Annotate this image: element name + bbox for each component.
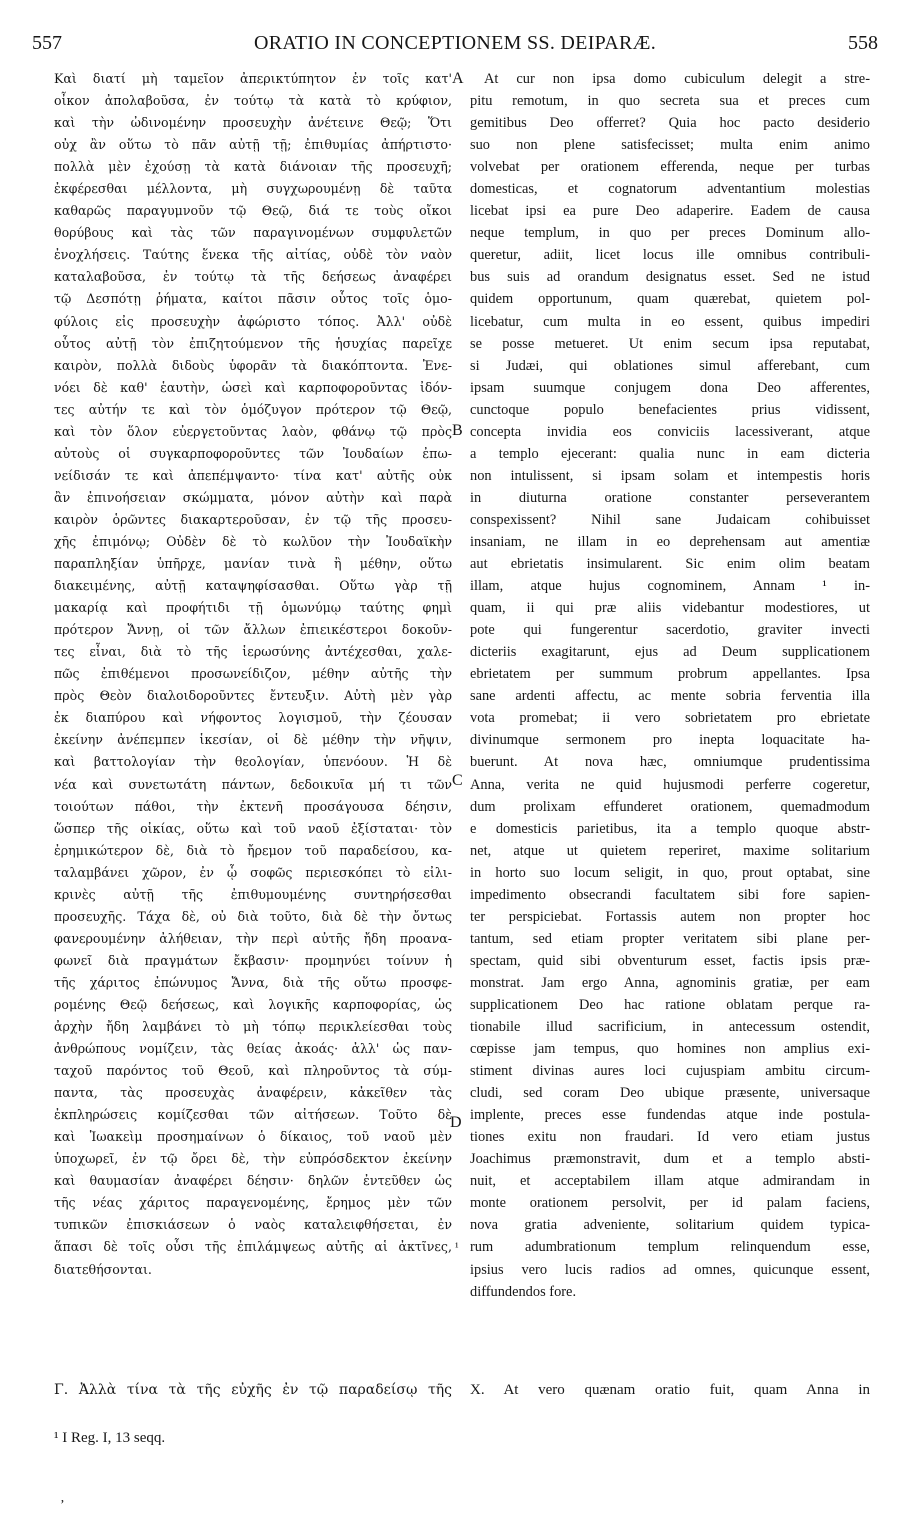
greek-column (54, 68, 452, 1281)
latin-text-line: ipsius vero lucis radios ad omnes, quicunque essent, (470, 1261, 870, 1278)
greek-text-line: καὶ Ἰωακεὶμ προσημαίνων ὁ δίκαιος, τοῦ ναοῦ μὲν (54, 1129, 452, 1145)
latin-text-line: quidem opportunum, quam quærebat, quietem pol- (470, 291, 870, 308)
latin-text-line: At cur non ipsa domo cubiculum delegit a stre- (484, 71, 870, 87)
latin-text-line: nuit, et acceptabilem illam atque admirandam in (470, 1173, 870, 1190)
greek-text-line: ἐρημικώτερον δὲ, διὰ τὸ ἤρεμον τοῦ παραδείσου, κα- (54, 842, 452, 858)
latin-text-line: e domesticis parietibus, ita a templo quoque abstr- (470, 820, 870, 837)
greek-text-line: πολλὰ μὲν ἐχούσῃ τὰ κατὰ διάνοιαν τῆς προσευχῆ; (54, 159, 452, 175)
greek-text-line: αὐτοὺς οἱ συγκαρποφοροῦντες τῶν Ἰουδαίων ἐπω- (54, 445, 452, 461)
greek-text-line: μακαρίᾳ καὶ προφήτιδι τῇ ὁμωνύμῳ ταύτης φημὶ (54, 600, 452, 616)
latin-text-line: quam, ii qui præ aliis videbantur modestiores, ut (470, 600, 870, 617)
latin-text-line: illam, atque hujus cognominem, Annam ¹ in- (470, 578, 870, 595)
greek-text-line: φωνεῖ διὰ πραγμάτων ἔκβασιν· προμηνύει τοίνυν ἡ (54, 952, 452, 968)
latin-text-line: non intulissent, si ipsam solam et intempestis horis (470, 467, 870, 484)
latin-text-line: tiones exitu non fraudari. Id vero etiam justus (470, 1129, 870, 1146)
greek-text-line: παραπληξίαν ὑπῆρχε, μανίαν τινὰ ἢ μέθην, οὕτω (54, 556, 452, 572)
latin-text-line: concepta invidia eos conviciis lacessiverant, atque (470, 423, 870, 440)
greek-text-line: θορύβους καὶ τὰς τῶν παραγινομένων συμφυλετῶν (54, 225, 452, 241)
latin-text-line: vota promebat; ii vero sobrietatem pro ebrietate (470, 710, 870, 727)
latin-text-line: net, atque ut quietem reperiret, maxime solitarium (470, 842, 870, 859)
latin-text-line: ipsam suumque conjugem dona Deo afferentes, (470, 379, 870, 396)
latin-text-line: spectam, quid sibi obventurum esset, factis ipsis præ- (470, 952, 870, 969)
latin-text-line: queretur, adiit, licet locus ille omnibus contribuli- (470, 247, 870, 264)
latin-text-line: pote qui fungerentur sacerdotio, graviter invecti (470, 622, 870, 639)
footnote: ¹ I Reg. I, 13 seqq. (54, 1430, 166, 1446)
greek-text-line: καιρὸν ὁρῶντες διακαρτεροῦσαν, ἐν τῷ τῆς προσευ- (54, 511, 452, 527)
greek-text-line: ἀρχὴν ἤδη λαμβάνει τὸ μὴ τόπῳ περικλείεσθαι τοὺς (54, 1019, 452, 1035)
latin-section-heading: X. At vero quænam oratio fuit, quam Anna in (470, 1382, 870, 1398)
latin-text-line: buerunt. At nova hæc, omniumque prudentissima (470, 754, 870, 771)
greek-text-line: ἐκπληρώσεις κομίζεσθαι τῶν αἰτήσεων. Τοῦτο δὲ (54, 1107, 452, 1123)
latin-text-line: dicteriis exagitarunt, ejus ad Deum supplicationem (470, 644, 870, 661)
latin-text-line: cunctoque populo benefacientes prius vidissent, (470, 401, 870, 418)
greek-text-line: ταχοῦ παρόντος τοῦ Θεοῦ, καὶ πληροῦντος τὰ σύμ- (54, 1063, 452, 1079)
greek-text-line: καὶ βαττολογίαν τὴν θεολογίαν, ὑπενόουν. Ἡ δὲ (54, 754, 452, 770)
greek-text-line: διακειμένης, αὐτῇ καταψηφίσασθαι. Οὕτω γὰρ τῇ (54, 578, 452, 594)
latin-text-line: a templo ejecerant: qualia nunc in eam dicteria (470, 445, 870, 462)
greek-text-line: τῷ Δεσπότῃ ῥήματα, καίτοι πᾶσιν οὗτος τοῖς ὁμο- (54, 291, 452, 307)
latin-text-line: Anna, verita ne quid hujusmodi perferre cogeretur, (470, 776, 870, 793)
greek-text-line: νέα καὶ συνετωτάτη πάντων, δεδοικυῖα μή τι τῶν (54, 776, 452, 792)
latin-text-line: ter perspiciebat. Fortassis autem non propter hoc (470, 908, 870, 925)
latin-text-line: pitu remotum, in quo secreta sua et preces cum (470, 93, 870, 110)
greek-text-line: ἐνοχλήσεις. Ταύτης ἕνεκα τῆς αἰτίας, οὐδὲ τὸν ναὸν (54, 247, 452, 263)
greek-text-line: Καὶ διατί μὴ ταμεῖον ἀπερικτύπητον ἐν τοῖς κατ' (54, 71, 452, 86)
latin-text-line: dum prolixam effunderet orationem, quemadmodum (470, 798, 870, 815)
latin-text-line: sane ardenti affectu, ac mente sobria ferventia illa (470, 688, 870, 705)
latin-text-line: si Judæi, qui oblationes simul afferebant, cum (470, 357, 870, 374)
running-title: ORATIO IN CONCEPTIONEM SS. DEIPARÆ. (253, 32, 657, 54)
greek-text-line: τες εἶναι, διὰ τὸ τῆς ἱερωσύνης ἀντέχεσθαι, χαλε- (54, 644, 452, 660)
latin-text-line: bus suis ad orandum designatus esset. Sed ne istud (470, 269, 870, 286)
margin-marker-a: A (452, 70, 464, 87)
latin-text-line: licebatur, cum multa in eo essent, quibus impediri (470, 313, 870, 330)
margin-marker-d: D (450, 1114, 462, 1131)
greek-text-line: ὑποχωρεῖ, ἐν τῷ ὄρει δὲ, τὴν εὐπρόσδεκτον ἐκείνην (54, 1151, 452, 1167)
greek-text-line: οὗτος αὐτῇ τὸν ἐπιζητούμενον τῆς ἡσυχίας παρεῖχε (54, 335, 452, 351)
margin-marker-c: C (452, 772, 463, 789)
latin-text-line: se posse metueret. Ut enim secum ipsa reputabat, (470, 335, 870, 352)
greek-text-line: ὥσπερ τῆς οἰκίας, οὕτω καὶ τοῦ ναοῦ ἐξίσταται· τὸν (54, 820, 452, 836)
latin-text-line: aut ebrietatis insimularent. Sic enim olim beatam (470, 556, 870, 573)
latin-text-line: insaniam, ne illam in eo deprehensam aut amentiæ (470, 533, 870, 550)
greek-text-line: καὶ θαυμασίαν ἀναφέρει δέησιν· δηλῶν ἐντεῦθεν ὡς (54, 1173, 452, 1189)
latin-text-line: suo non plene satisfecisset; multa enim animo (470, 137, 870, 154)
stray-mark: ʼ (60, 1498, 65, 1513)
greek-text-line: διατεθήσονται. (54, 1261, 152, 1277)
latin-text-line: impedimento obsecrandi facultatem sibi fore sapien- (470, 886, 870, 903)
margin-marker-b: B (452, 422, 463, 439)
latin-text-line: gemitibus Deo offerret? Quia hoc pacto desiderio (470, 115, 870, 132)
greek-text-line: φανερουμένην ἀλήθειαν, τὴν περὶ αὐτῆς ἤδη προανα- (54, 930, 452, 946)
greek-text-line: καταλαβοῦσα, ἐν τούτῳ τὰ τῆς δεήσεως ἀναφέρει (54, 269, 452, 285)
latin-text-line: conspexissent? Nihil sane Judaicam cohibuisset (470, 511, 870, 528)
latin-text-line: domesticas, et cognatorum adventantium molestias (470, 181, 870, 198)
greek-text-line: νόει δὲ καθ' ἑαυτὴν, ὡσεὶ καὶ καρποφοροῦντας ἰδόν- (54, 379, 452, 395)
latin-text-line: ebrietatem per summum probrum appellantes. Ipsa (470, 666, 870, 683)
greek-text-line: οὐχ ἂν οὕτω τὸ πᾶν αὐτῇ τῇ; ἐπιθυμίας ἀπήρτιστο· (54, 137, 452, 153)
greek-text-line: ἀνθρώπους νομίζειν, τὰς θείας ἀκοάς· ἀλλ' ὡς παν- (54, 1041, 452, 1057)
latin-text-line: cludi, sed coram Deo ubique præsente, universaque (470, 1085, 870, 1102)
greek-text-line: ρομένης Θεῷ δεήσεως, καὶ λογικῆς καρποφορίας, ὡς (54, 996, 452, 1012)
greek-text-line: παντα, τὰς προσευχὰς ἀναφέρειν, κἀκεῖθεν τὰς (54, 1085, 452, 1101)
latin-text-line: cœpisse jam tempus, quo homines non amplius exi- (470, 1041, 870, 1058)
greek-section-heading: Γ. Ἀλλὰ τίνα τὰ τῆς εὐχῆς ἐν τῷ παραδείσῳ τῆς (54, 1382, 452, 1398)
latin-text-line: diffundendos fore. (470, 1283, 577, 1300)
page-header (32, 32, 878, 60)
greek-text-line: πρότερον Ἄννῃ, οἱ τῶν ἄλλων ἐπιεικέστεροι δοκοῦν- (54, 622, 452, 638)
greek-text-line: τῆς νέας χάριτος παραγενομένης, ἔρημος μὲν τῶν (54, 1195, 452, 1211)
latin-text-line: nova gratia adveniente, solitarium quidem typica- (470, 1217, 870, 1234)
latin-text-line: in diuturna oratione constanter perseverantem (470, 489, 870, 506)
greek-text-line: τυπικῶν ἐπισκιάσεων ὁ ναὸς καταλειφθήσεται, ἐν (54, 1217, 452, 1233)
greek-text-line: ἐκ διαπύρου καὶ νήφοντος λογισμοῦ, τὴν ζέουσαν (54, 710, 452, 726)
greek-text-line: τῆς χάριτος ἐπώνυμος Ἄννα, διὰ τῆς οὕτω προσφε- (54, 974, 452, 990)
greek-text-line: καιρὸν, πολλὰ διδοὺς ὑφορᾶν τὰ διακόπτοντα. Ἐνε- (54, 357, 452, 373)
latin-text-line: volvebat per orationem efferenda, neque per turbas (470, 159, 870, 176)
greek-text-line: ἐκείνην ἀνέπεμπεν ἱκεσίαν, οἱ δὲ μέθην τὴν νῆψιν, (54, 732, 452, 748)
page-number-left: 557 (32, 32, 62, 54)
latin-text-line: neque templum, in quo per preces Dominum allo- (470, 225, 870, 242)
latin-text-line: Joachimus præmonstravit, dum et a templo absti- (470, 1151, 870, 1168)
greek-text-line: ἂν ἐπινοήσειαν σκώμματα, μόνον αὐτὴν καὶ παρὰ (54, 489, 452, 505)
greek-text-line: φύλοις εἰς προσευχὴν ἀφώριστο τόπος. Ἀλλ' οὐδὲ (54, 313, 452, 329)
latin-column (470, 68, 870, 1303)
greek-text-line: προσευχῆς. Τάχα δὲ, οὐ διὰ τοῦτο, διὰ δὲ τὴν ὄντως (54, 908, 452, 924)
latin-text-line: divinumque sermonem pro inepta loquacitate ha- (470, 732, 870, 749)
latin-text-line: rum adumbrationum templum relinquendum esse, (470, 1239, 870, 1256)
greek-text-line: καθαρῶς παραγυμνοῦν τῷ Θεῷ, διά τε τοὺς οἴκοι (54, 203, 452, 219)
greek-text-line: πρὸς Θεὸν διαλοιδοροῦντες ἔντευξιν. Αὐτὴ μὲν γὰρ (54, 688, 452, 704)
latin-text-line: implente, preces esse fundendas atque inde postula- (470, 1107, 870, 1124)
latin-text-line: licebat ipsi ea pure Deo adaperire. Eadem de causa (470, 203, 870, 220)
latin-text-line: tantum, sed etiam propter veritatem sibi plane per- (470, 930, 870, 947)
greek-text-line: κρινὲς αὐτῇ τῆς ἐπιθυμουμένης συντηρήσεσθαι (54, 886, 452, 902)
greek-text-line: ἅπασι δὲ τοῖς οὖσι τῆς ἐπιλάμψεως αὐτῆς αἱ ἀκτῖνες, (54, 1239, 452, 1255)
greek-text-line: τες αὐτήν τε καὶ τὸν ὁμόζυγον πρότερον τῷ Θεῷ, (54, 401, 452, 417)
greek-text-line: χῆς ἐπιμόνῳ; Οὐδὲν δὲ τὸ κωλῦον τὴν Ἰουδαϊκὴν (54, 533, 452, 549)
greek-text-line: νείδισάν τε καὶ ἀπεπέμψαντο· τίνα κατ' αὐτῆς οὐκ (54, 467, 452, 483)
greek-text-line: ταλαμβάνει χῶρον, ἐν ᾧ σοφῶς περιεσκόπει τὸ εἰλι- (54, 864, 452, 880)
latin-text-line: tionabile illud sacrificium, in antecessum ostendit, (470, 1019, 870, 1036)
greek-text-line: οἶκον ἀπολαβοῦσα, ἐν τούτῳ τὰ κατὰ τὸ κρύφιον, (54, 93, 452, 109)
greek-text-line: καὶ τὴν ὠδινομένην προσευχὴν ἀνέτεινε Θεῷ; Ὅτι (54, 115, 452, 131)
latin-text-line: monstrat. Jam ergo Anna, agnominis gratiæ, per eam (470, 974, 870, 991)
latin-text-line: in horto suo locum seligit, in quo, prout optabat, sine (470, 864, 870, 881)
greek-text-line: πῶς ἐπιθέμενοι προσωνείδιζον, μέθην αὐτῆς τὴν (54, 666, 452, 682)
latin-text-line: monte orationem persolvit, per id palam faciens, (470, 1195, 870, 1212)
greek-text-line: καὶ τὸν ὅλον εὐεργετοῦντας λαὸν, φθάνῳ τῷ πρὸς (54, 423, 452, 439)
margin-note-mark: ¹ (455, 1240, 459, 1254)
latin-text-line: supplicationem Deo hac ratione oblatam perque ra- (470, 996, 870, 1013)
latin-text-line: stiment divinas aures loci cujuspiam ambitu circum- (470, 1063, 870, 1080)
greek-text-line: τοιούτων πάθοι, τὴν ἐκτενῆ προσάγουσα δέησιν, (54, 798, 452, 814)
page-number-right: 558 (848, 32, 878, 54)
greek-text-line: ἐκφέρεσθαι μέλλοντα, μὴ συγχωρουμένῃ δὲ ταῦτα (54, 181, 452, 197)
